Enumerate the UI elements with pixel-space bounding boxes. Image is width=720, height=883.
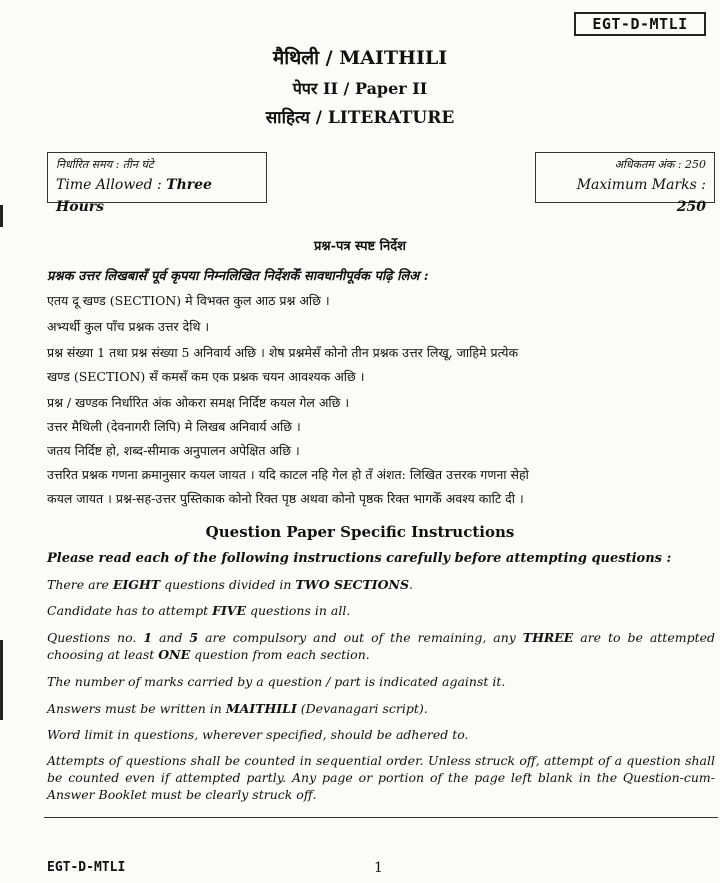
subject-title: मैथिली / MAITHILI <box>272 47 448 69</box>
hindi-instruction-line: खण्ड (SECTION) सँ कमसँ कम एक प्रश्नक चयन आवश्यक अछि । <box>47 369 365 384</box>
time-allowed-hindi: निर्धारित समय : तीन घंटे <box>56 158 154 171</box>
footer-paper-code: EGT-D-MTLI <box>47 860 126 875</box>
scan-edge-mark <box>0 205 3 227</box>
maximum-marks-hindi: अधिकतम अंक : 250 <box>614 158 706 171</box>
paper-number: पेपर II / Paper II <box>292 79 428 98</box>
hindi-instructions-heading: प्रश्न-पत्र स्पष्ट निर्देश <box>314 239 406 254</box>
instruction-item: Attempts of questions shall be counted in sequential order. Unless struck off, attempt of a question shall be counted even if attempted partly. Any page or portion of the page left blank in the Question-cum-Answer Booklet must be clearly struck off. <box>47 753 715 802</box>
instruction-item: Candidate has to attempt FIVE questions in all. <box>47 603 351 618</box>
maximum-marks-box <box>535 152 715 215</box>
hindi-instruction-line: प्रश्न / खण्डक निर्धारित अंक ओकरा समक्ष निर्दिष्ट कयल गेल अछि । <box>47 395 350 410</box>
time-allowed-value: Three Hours <box>56 177 212 215</box>
hindi-instructions-lead: प्रश्नक उत्तर लिखबासँ पूर्व कृपया निम्नलिखित निर्देशकेँ सावधानीपूर्वक पढ़ि लिअ : <box>47 269 429 284</box>
hindi-instruction-line: प्रश्न संख्या 1 तथा प्रश्न संख्या 5 अनिवार्य अछि । शेष प्रश्नमेसँ कोनो तीन प्रश्नक उत्तर लिखू, जाहिमे प्रत्येक <box>47 345 519 360</box>
scan-edge-mark <box>0 640 3 720</box>
hindi-instruction-line: उत्तरित प्रश्नक गणना क्रमानुसार कयल जायत । यदि काटल नहि गेल हो तँ अंशत: लिखित उत्तरक गणना सेहो <box>47 467 529 482</box>
maximum-marks-label: Maximum Marks : <box>576 177 706 193</box>
hindi-instruction-line: एतय दू खण्ड (SECTION) मे विभक्त कुल आठ प्रश्न अछि । <box>47 293 330 308</box>
instruction-item: Questions no. 1 and 5 are compulsory and out of the remaining, any THREE are to be attempted choosing at least ONE question from each section. <box>47 630 715 662</box>
time-allowed-english <box>56 174 258 218</box>
instruction-item: The number of marks carried by a question / part is indicated against it. <box>47 674 506 689</box>
english-instructions-lead: Please read each of the following instructions carefully before attempting questions : <box>47 551 672 566</box>
instruction-item: Word limit in questions, wherever specified, should be adhered to. <box>47 727 469 742</box>
hindi-instruction-line: कयल जायत । प्रश्न-सह-उत्तर पुस्तिकाक कोनो रिक्त पृष्ठ अथवा कोनो पृष्ठक रिक्त भागकेँ अवश्य काटि दी । <box>47 491 524 506</box>
footer-divider <box>44 817 718 818</box>
instruction-item: There are EIGHT questions divided in TWO SECTIONS. <box>47 577 413 592</box>
maximum-marks-english <box>544 174 706 218</box>
time-allowed-box <box>47 152 267 215</box>
maximum-marks-value: 250 <box>676 199 706 215</box>
hindi-instruction-line: अभ्यर्थी कुल पाँच प्रश्नक उत्तर देथि । <box>47 319 210 334</box>
hindi-instruction-line: जतय निर्दिष्ट हो, शब्द-सीमाक अनुपालन अपेक्षित अछि । <box>47 443 300 458</box>
page-number: 1 <box>374 860 383 876</box>
hindi-instruction-line: उत्तर मैथिली (देवनागरी लिपि) मे लिखब अनिवार्य अछि । <box>47 419 301 434</box>
time-allowed-label: Time Allowed : <box>56 177 167 193</box>
paper-code-box <box>574 12 706 36</box>
paper-section-title: साहित्य / LITERATURE <box>265 108 455 128</box>
english-instructions-heading: Question Paper Specific Instructions <box>205 523 515 541</box>
instruction-item: Answers must be written in MAITHILI (Devanagari script). <box>47 701 428 716</box>
paper-code: EGT-D-MTLI <box>592 15 688 33</box>
